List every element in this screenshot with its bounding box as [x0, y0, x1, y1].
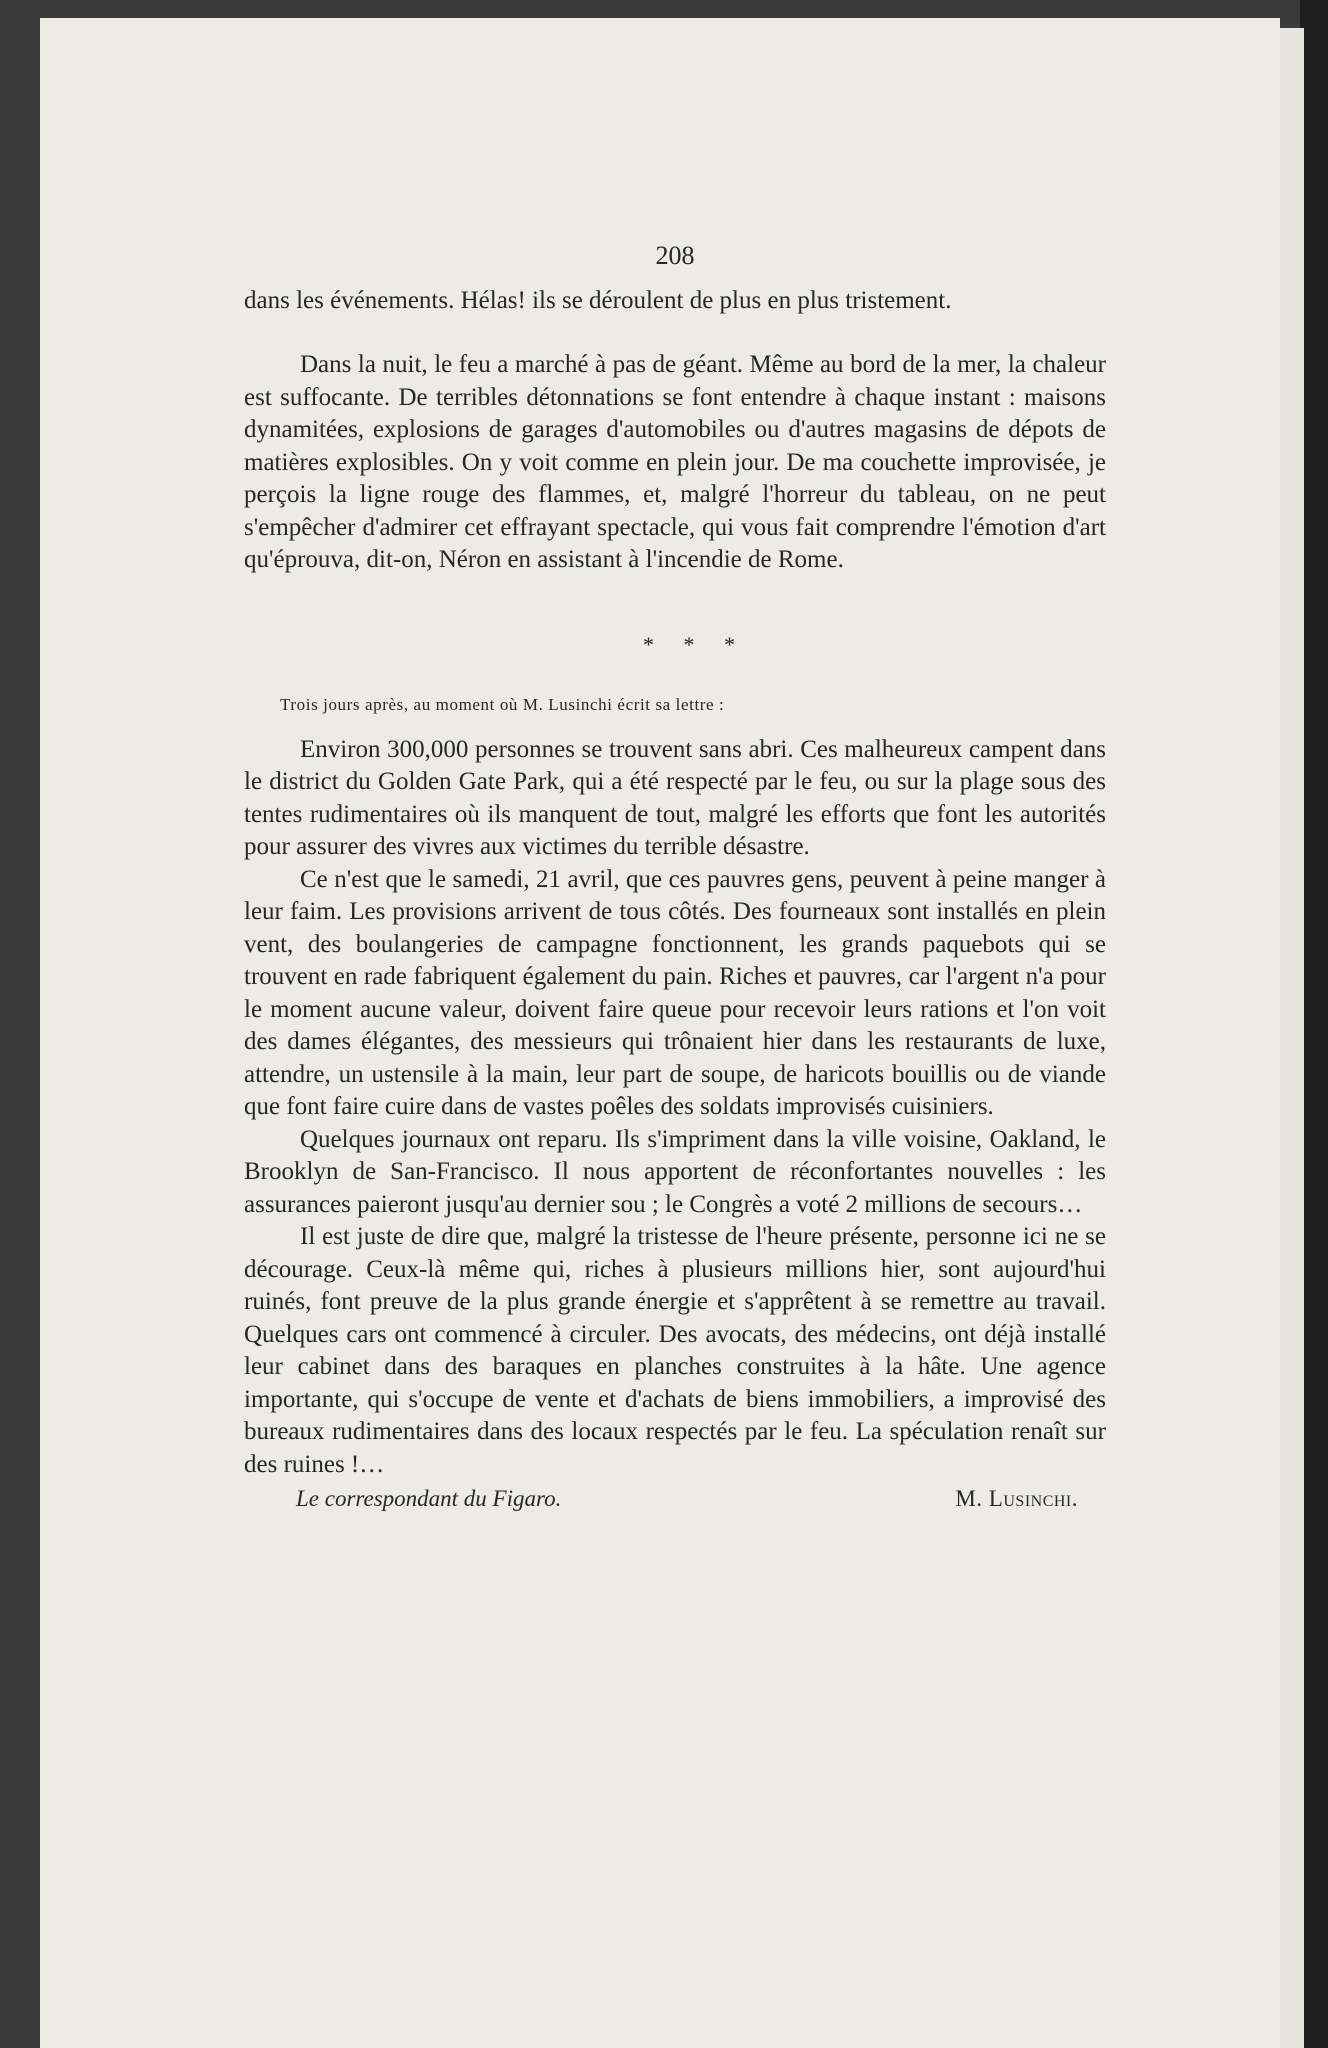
- binding-shadow: [1300, 0, 1328, 2048]
- correspondent-credit: Le correspondant du Figaro.: [296, 1486, 562, 1511]
- paragraph-newspapers: Quelques journaux ont reparu. Ils s'impriment dans la ville voisine, Oakland, le Brooklyn de San-Francisco. Il nous apportent de réconfortantes nouvelles : les assurances paieront jusqu'au dernier sou ; le Congrès a voté 2 millions de secours…: [244, 1125, 1106, 1218]
- page-number: 208: [655, 241, 695, 270]
- author-signature: M. Lusinchi.: [955, 1486, 1078, 1511]
- paragraph-continued: dans les événements. Hélas! ils se déroulent de plus en plus tristement.: [244, 286, 952, 314]
- signature-line: [244, 1483, 1106, 1516]
- paragraph-homeless: Environ 300,000 personnes se trouvent sans abri. Ces malheureux campent dans le district du Golden Gate Park, qui a été respecté par le feu, ou sur la plage sous des tentes rudimentaires où ils manquent de tout, malgré les efforts que font les autorités pour assurer des vivres aux victimes du terrible désastre.: [244, 735, 1106, 860]
- page-text: [244, 240, 1106, 1516]
- paragraph-provisions: Ce n'est que le samedi, 21 avril, que ces pauvres gens, peuvent à peine manger à leur faim. Les provisions arrivent de tous côtés. Des fourneaux sont installés en plein vent, des boulangeries de campagne fonctionnent, les grands paquebots qui se trouvent en rade fabriquent également du pain. Riches et pauvres, car l'argent n'a pour le moment aucune valeur, doivent faire queue pour recevoir leurs rations et l'on voit des dames élégantes, des messieurs qui trônaient hier dans les restaurants de luxe, attendre, un ustensile à la main, leur part de soupe, de haricots bouillis ou de viande que font faire cuire dans de vastes poêles des soldats improvisés cuisiniers.: [244, 865, 1106, 1120]
- paragraph-night-fire: Dans la nuit, le feu a marché à pas de géant. Même au bord de la mer, la chaleur est suffocante. De terribles détonnations se font entendre à chaque instant : maisons dynamitées, explosions de garages d'automobiles ou d'autres magasins de dépots de matières explosibles. On y voit comme en plein jour. De ma couchette improvisée, je perçois la ligne rouge des flammes, et, malgré l'horreur du tableau, on ne peut s'empêcher d'admirer cet effrayant spectacle, qui vous fait comprendre l'émotion d'art qu'éprouva, dit-on, Néron en assistant à l'incendie de Rome.: [244, 351, 1106, 573]
- paragraph-recovery: Il est juste de dire que, malgré la tristesse de l'heure présente, personne ici ne se décourage. Ceux-là même qui, riches à plusieurs millions hier, sont aujourd'hui ruinés, font preuve de la plus grande énergie et s'apprêtent à se remettre au travail. Quelques cars ont commencé à circuler. Des avocats, des médecins, ont déjà installé leur cabinet dans des baraques en planches construites à la hâte. Une agence importante, qui s'occupe de vente et d'achats de biens immobiliers, a improvisé des bureaux rudimentaires dans des locaux respectés par le feu. La spéculation renaît sur des ruines !…: [244, 1223, 1106, 1478]
- dateline: Trois jours après, au moment où M. Lusinchi écrit sa lettre :: [280, 695, 725, 714]
- section-separator: * * *: [643, 631, 747, 657]
